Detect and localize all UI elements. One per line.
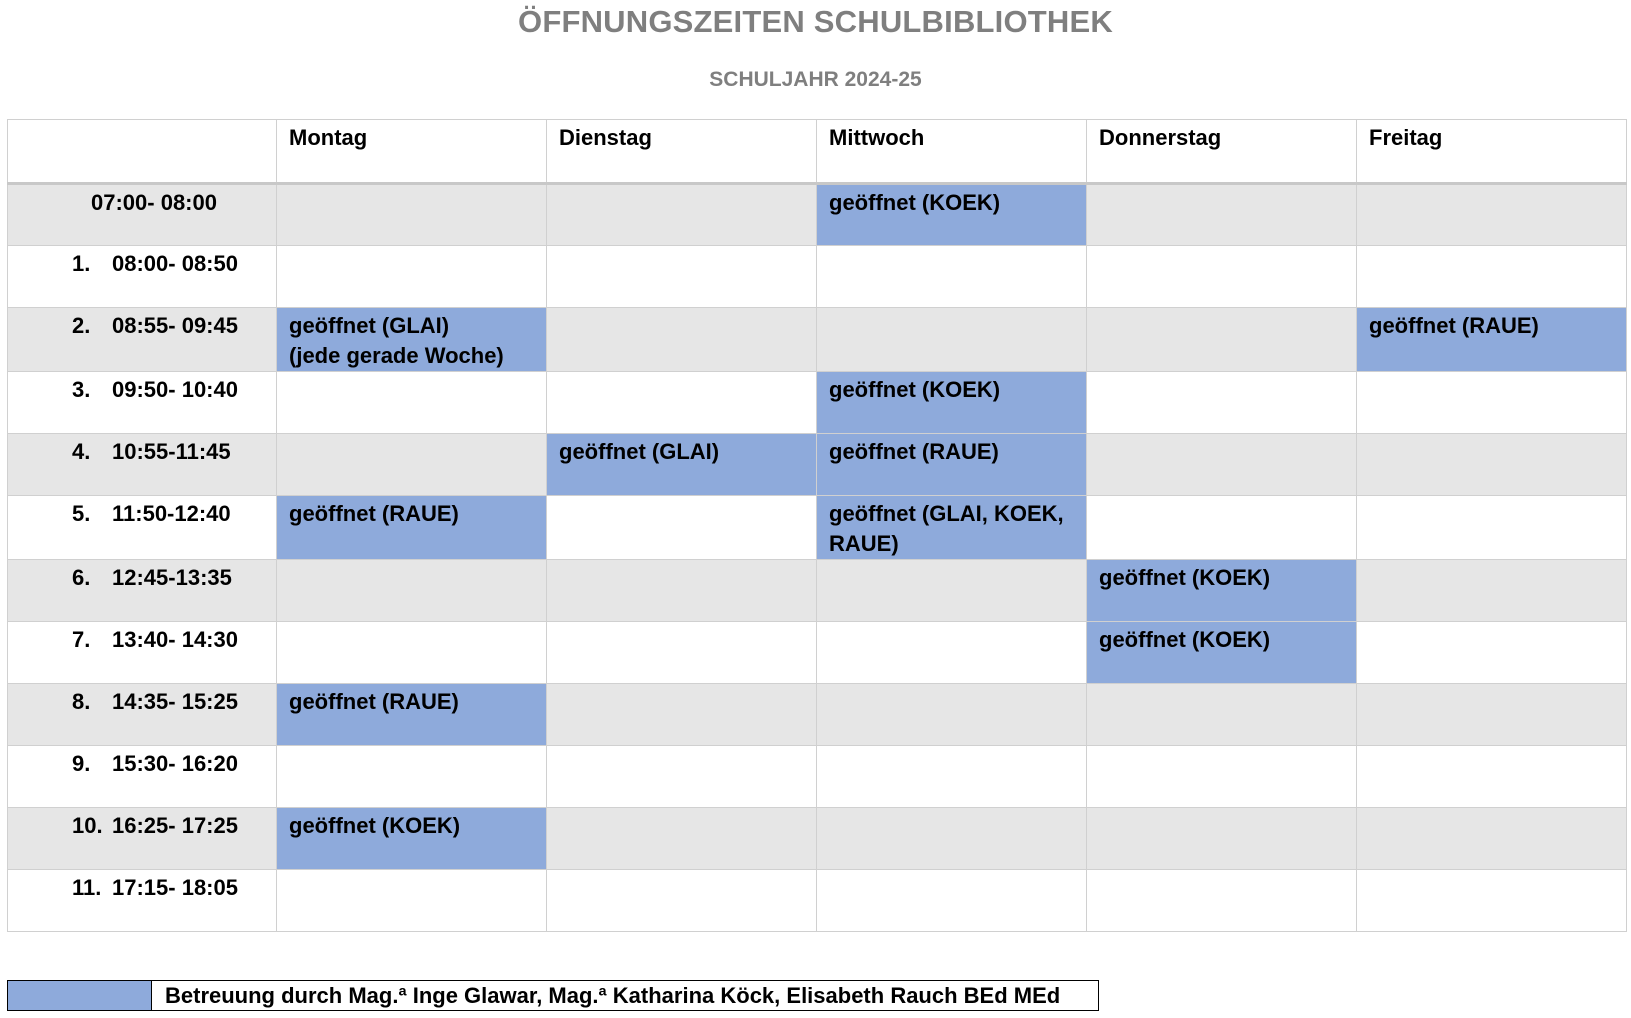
schedule-cell: [1357, 870, 1627, 932]
table-row: [8, 808, 1627, 870]
period-number: 5.: [72, 501, 91, 526]
time-cell: [8, 496, 277, 560]
period-number: 11.: [72, 875, 102, 900]
header-cell-donnerstag: Donnerstag: [1087, 120, 1357, 184]
period-time: 15:30- 16:20: [112, 751, 238, 776]
page-title: ÖFFNUNGSZEITEN SCHULBIBLIOTHEK: [518, 4, 1113, 39]
schedule-cell: [1087, 372, 1357, 434]
schedule-cell: [1357, 622, 1627, 684]
schedule-cell: [277, 184, 547, 246]
schedule-cell: [1357, 560, 1627, 622]
period-time: 08:55- 09:45: [112, 313, 238, 338]
header-cell-dienstag: Dienstag: [547, 120, 817, 184]
schedule-cell: [817, 746, 1087, 808]
period-time: 09:50- 10:40: [112, 377, 238, 402]
header-cell-freitag: Freitag: [1357, 120, 1627, 184]
schedule-cell: [1357, 496, 1627, 560]
schedule-cell: [547, 496, 817, 560]
schedule-cell: [547, 808, 817, 870]
time-cell: [8, 184, 277, 246]
period-time: 08:00- 08:50: [112, 251, 238, 276]
period-number: 8.: [72, 689, 91, 714]
table-row: [8, 684, 1627, 746]
period-number: 6.: [72, 565, 91, 590]
table-row: [8, 560, 1627, 622]
period-number: 2.: [72, 313, 91, 338]
header-cell-time: [8, 120, 277, 184]
schedule-cell: [817, 808, 1087, 870]
schedule-cell: [817, 870, 1087, 932]
time-cell: [8, 372, 277, 434]
schedule-cell: [1087, 496, 1357, 560]
schedule-cell: [1087, 308, 1357, 372]
schedule-cell: [277, 434, 547, 496]
period-number: 3.: [72, 377, 91, 402]
schedule-cell: [277, 372, 547, 434]
open-slot-cell: geöffnet (GLAI) (jede gerade Woche): [277, 308, 547, 372]
schedule-cell: [547, 746, 817, 808]
table-row: [8, 246, 1627, 308]
schedule-cell: [1357, 434, 1627, 496]
legend-text: Betreuung durch Mag.ª Inge Glawar, Mag.ª Katharina Köck, Elisabeth Rauch BEd MEd: [165, 982, 1061, 1008]
schedule-cell: [1357, 184, 1627, 246]
open-slot-cell: geöffnet (GLAI, KOEK, RAUE): [817, 496, 1087, 560]
legend-swatch: [8, 981, 152, 1010]
schedule-cell: [1087, 434, 1357, 496]
period-time: 14:35- 15:25: [112, 689, 238, 714]
schedule-cell: [817, 684, 1087, 746]
schedule-cell: [277, 560, 547, 622]
time-cell: [8, 308, 277, 372]
table-row: [8, 870, 1627, 932]
schedule-cell: [817, 246, 1087, 308]
header-cell-mittwoch: Mittwoch: [817, 120, 1087, 184]
table-row: [8, 372, 1627, 434]
schedule-cell: [1087, 746, 1357, 808]
period-time: 10:55-11:45: [112, 439, 231, 464]
schedule-cell: [1357, 246, 1627, 308]
schedule-cell: [817, 308, 1087, 372]
schedule-cell: [547, 308, 817, 372]
period-number: 10.: [72, 813, 103, 838]
schedule-cell: [547, 622, 817, 684]
schedule-cell: [547, 372, 817, 434]
table-row: [8, 746, 1627, 808]
open-slot-cell: geöffnet (RAUE): [277, 496, 547, 560]
time-cell: [8, 434, 277, 496]
schedule-cell: [1357, 684, 1627, 746]
period-time: 11:50-12:40: [112, 501, 231, 526]
period-time: 16:25- 17:25: [112, 813, 238, 838]
legend: [7, 980, 1099, 1011]
page-subtitle: SCHULJAHR 2024-25: [709, 68, 922, 91]
open-slot-cell: geöffnet (KOEK): [277, 808, 547, 870]
open-slot-cell: geöffnet (RAUE): [1357, 308, 1627, 372]
time-cell: [8, 622, 277, 684]
table-row: [8, 184, 1627, 246]
table-row: [8, 434, 1627, 496]
schedule-cell: [277, 746, 547, 808]
time-cell: [8, 870, 277, 932]
open-slot-cell: geöffnet (KOEK): [817, 184, 1087, 246]
time-cell: [8, 746, 277, 808]
period-number: 1.: [72, 251, 91, 276]
time-cell: [8, 246, 277, 308]
schedule-cell: [547, 246, 817, 308]
schedule-cell: [1087, 246, 1357, 308]
schedule-cell: [817, 560, 1087, 622]
schedule-cell: [277, 246, 547, 308]
time-cell: [8, 560, 277, 622]
table-row: [8, 496, 1627, 560]
schedule-cell: [1087, 684, 1357, 746]
schedule-cell: [1087, 808, 1357, 870]
schedule-cell: [547, 184, 817, 246]
schedule-cell: [1357, 808, 1627, 870]
schedule-cell: [547, 684, 817, 746]
period-number: 9.: [72, 751, 91, 776]
period-time: 17:15- 18:05: [112, 875, 238, 900]
schedule-cell: [1087, 870, 1357, 932]
open-slot-cell: geöffnet (KOEK): [1087, 622, 1357, 684]
schedule-cell: [1357, 372, 1627, 434]
open-slot-cell: geöffnet (KOEK): [817, 372, 1087, 434]
schedule-table: [7, 119, 1627, 932]
schedule-cell: [1087, 184, 1357, 246]
open-slot-cell: geöffnet (RAUE): [817, 434, 1087, 496]
schedule-cell: [547, 560, 817, 622]
open-slot-cell: geöffnet (GLAI): [547, 434, 817, 496]
header-row: [8, 120, 1627, 184]
schedule-cell: [817, 622, 1087, 684]
table-row: [8, 622, 1627, 684]
open-slot-cell: geöffnet (RAUE): [277, 684, 547, 746]
time-cell: [8, 684, 277, 746]
time-cell: [8, 808, 277, 870]
open-slot-cell: geöffnet (KOEK): [1087, 560, 1357, 622]
period-time: 12:45-13:35: [112, 565, 232, 590]
schedule-cell: [277, 622, 547, 684]
period-number: 4.: [72, 439, 91, 464]
schedule-cell: [1357, 746, 1627, 808]
table-row: [8, 308, 1627, 372]
schedule-cell: [547, 870, 817, 932]
period-time: 07:00- 08:00: [91, 190, 217, 215]
period-time: 13:40- 14:30: [112, 627, 238, 652]
schedule-cell: [277, 870, 547, 932]
period-number: 7.: [72, 627, 91, 652]
header-cell-montag: Montag: [277, 120, 547, 184]
